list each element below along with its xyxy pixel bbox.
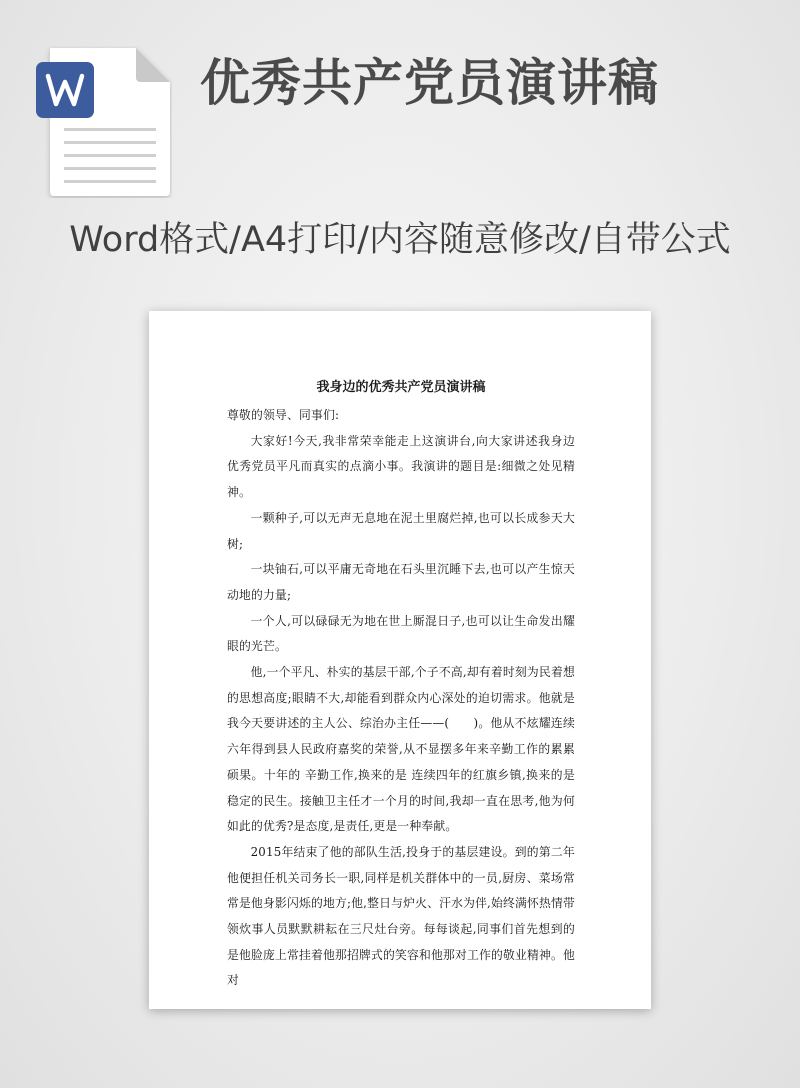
- document-title: 我身边的优秀共产党员演讲稿: [316, 380, 486, 395]
- document-paragraph: 一个人,可以碌碌无为地在世上厮混日子,也可以让生命发出耀眼的光芒。: [227, 613, 575, 654]
- document-body: [227, 375, 575, 994]
- document-paragraph: 大家好!今天,我非常荣幸能走上这演讲台,向大家讲述我身边优秀党员平凡而真实的点滴小事。我演讲的题目是:细微之处见精神。: [227, 433, 575, 500]
- document-paragraph: 一块铀石,可以平庸无奇地在石头里沉睡下去,也可以产生惊天动地的力量;: [227, 562, 575, 602]
- document-paragraph: 一颗种子,可以无声无息地在泥土里腐烂掉,也可以长成参天大树;: [227, 510, 575, 551]
- word-file-icon: [36, 46, 172, 198]
- document-salutation: 尊敬的领导、同事们:: [227, 408, 340, 422]
- page-title: 优秀共产党员演讲稿: [200, 54, 659, 112]
- document-preview-page: [149, 311, 651, 1009]
- format-subtitle: Word格式/A4打印/内容随意修改/自带公式: [69, 220, 731, 260]
- document-paragraph: 他,一个平凡、朴实的基层干部,个子不高,却有着时刻为民着想的思想高度;眼睛不大,却能看到群众内心深处的迫切需求。他就是我今天要讲述的主人公、综治办主任——( )。他从不炫耀连续六年得到县人民政府嘉奖的荣誉,从不显摆多年来辛勤工作的累累硕果。十年的 辛勤工作,换来的是 连续四年的红旗乡镇,换来的是 稳定的民生。接触卫主任才一个月的时间,我却一直在思考,他为何如此的优秀?是态度,是责任,更是一种奉献。: [227, 665, 575, 834]
- document-paragraph: 2015年结束了他的部队生活,投身于的基层建设。到的第二年他便担任机关司务长一职,同样是机关群体中的一员,厨房、菜场常常是他身影闪烁的地方;他,整日与炉火、汗水为伴,始终满怀热情带领炊事人员默默耕耘在三尺灶台旁。每每谈起,同事们首先想到的是他脸庞上常挂着他那招牌式的笑容和他那对工作的敬业精神。他对: [227, 844, 575, 988]
